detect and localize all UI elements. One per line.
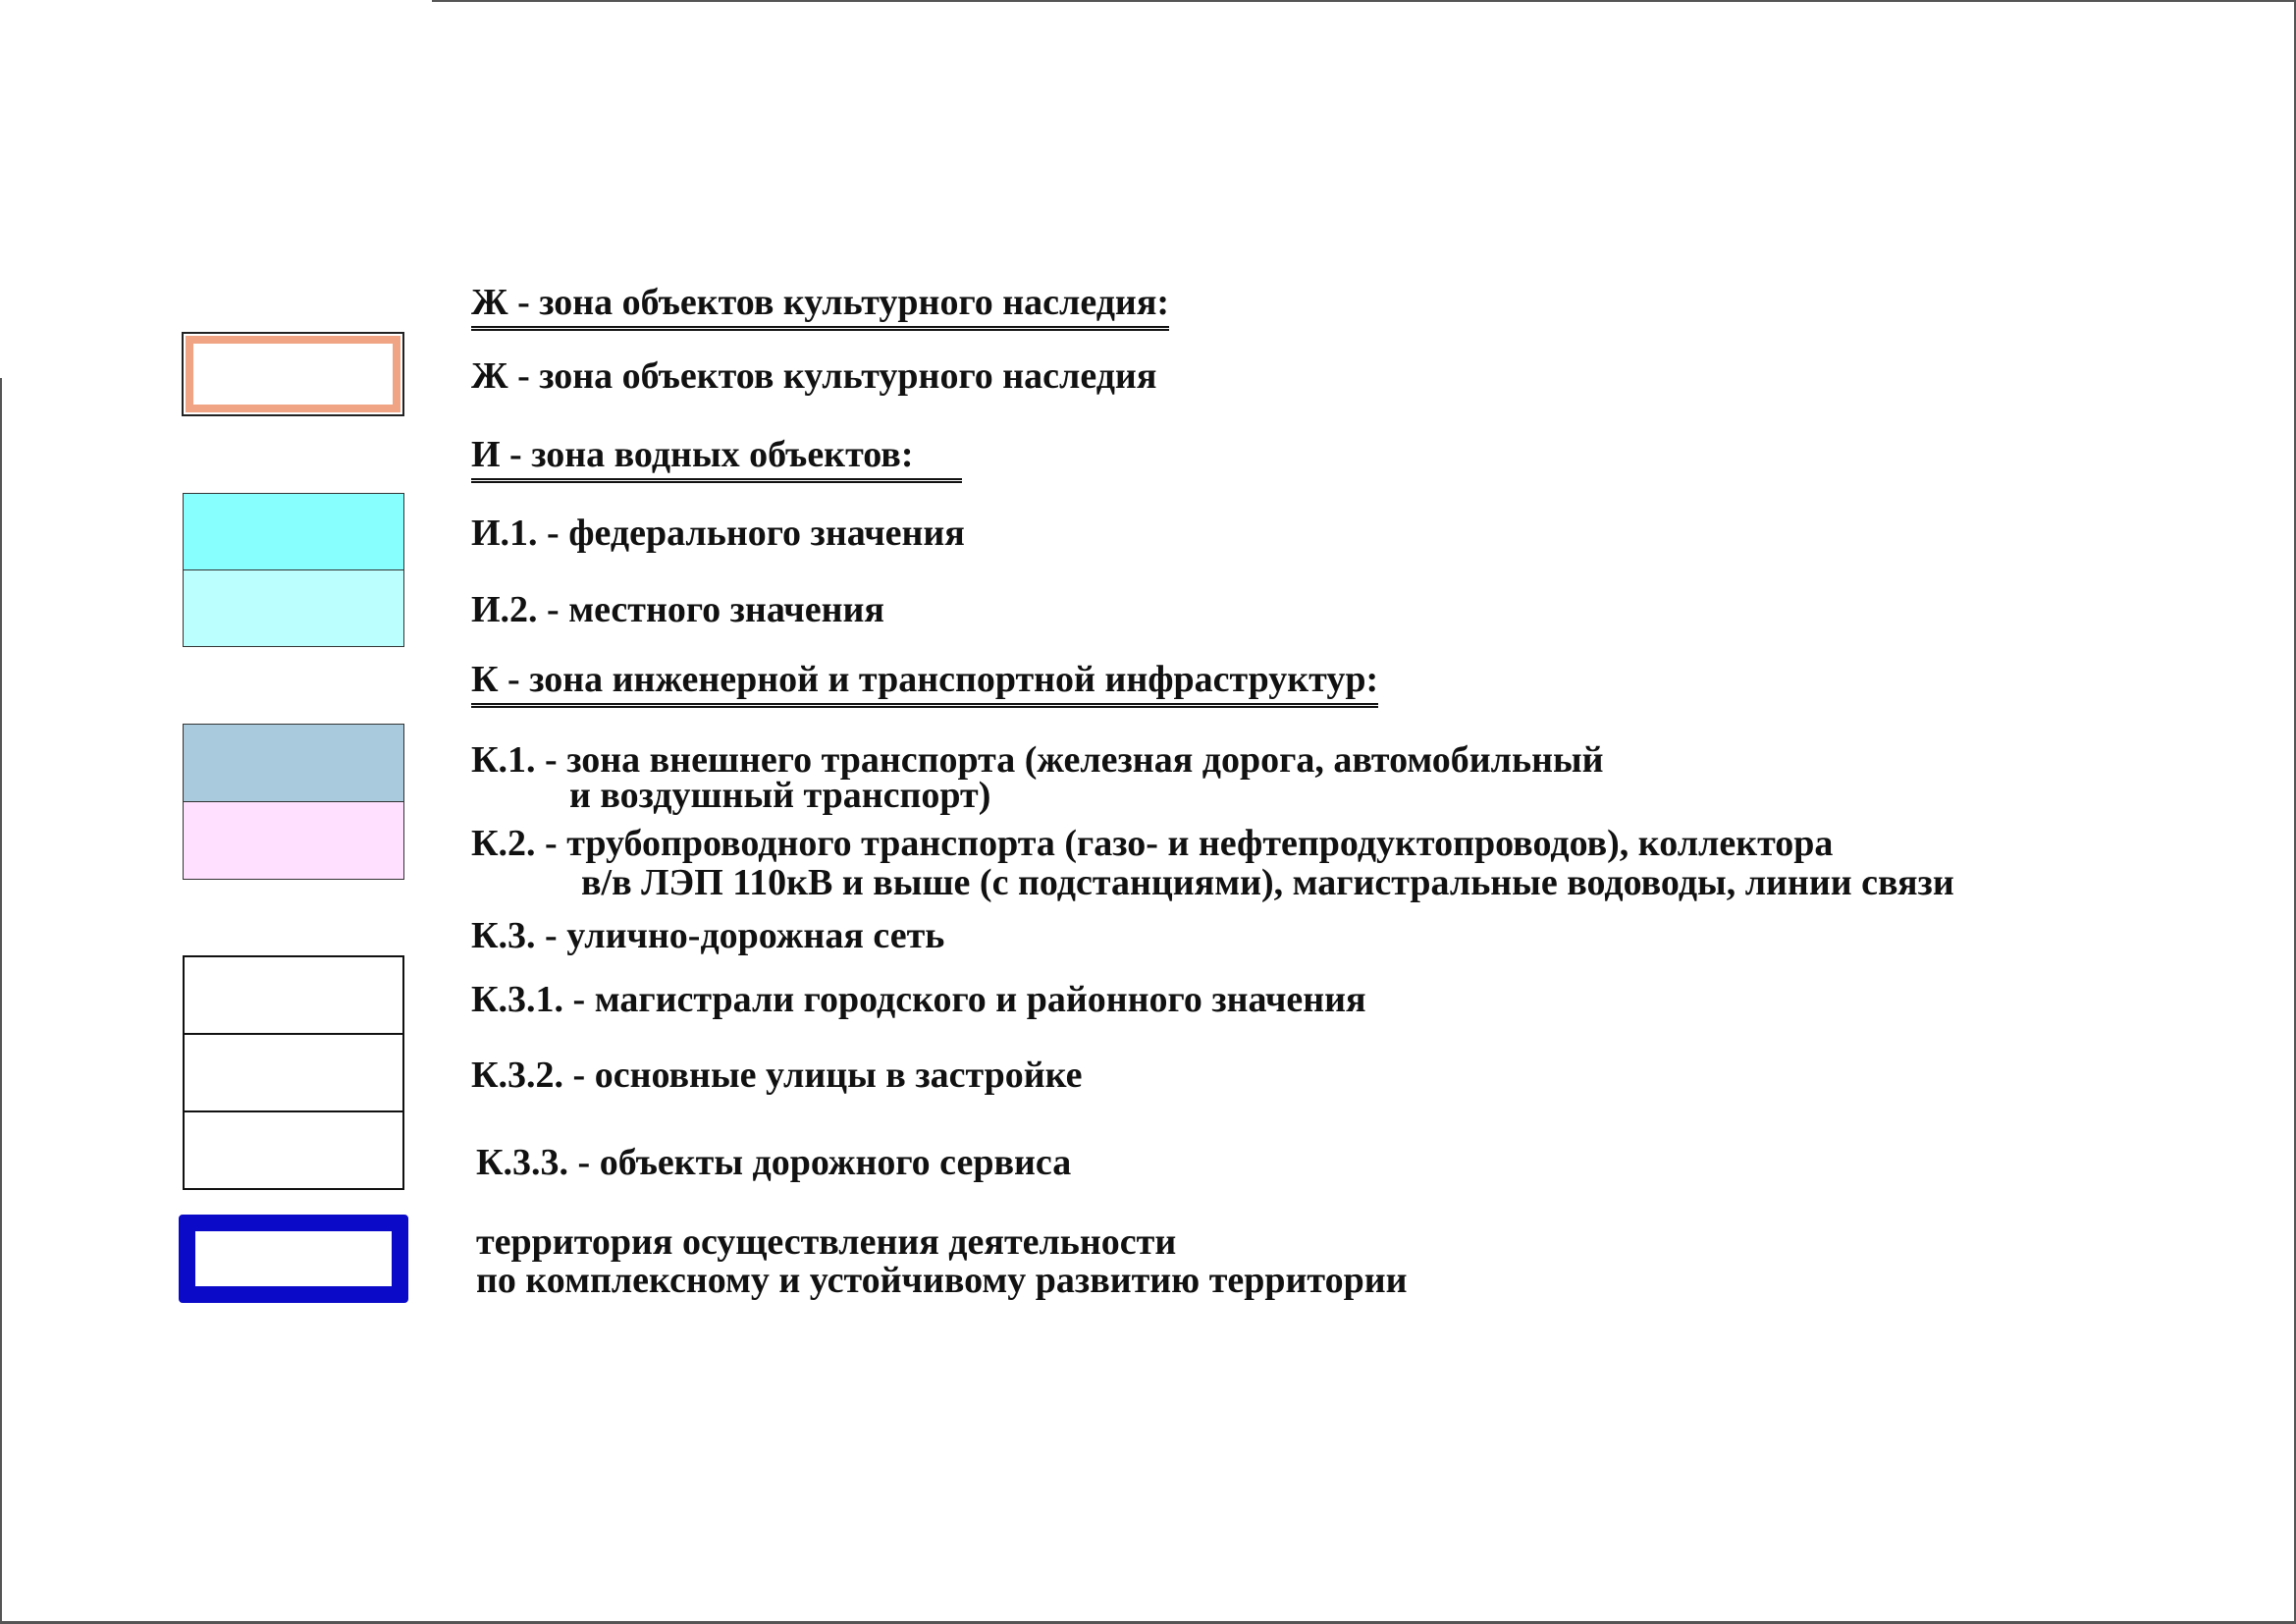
label-k32-main-streets: К.3.2. - основные улицы в застройке (471, 1055, 1083, 1096)
swatch-k2-pipeline-transport (183, 801, 404, 880)
label-k3-street-network: К.3. - улично-дорожная сеть (471, 915, 945, 956)
label-k2-line1: К.2. - трубопроводного транспорта (газо- и нефтепродуктопроводов), коллектора (471, 823, 1834, 864)
swatch-integrated-development-territory (179, 1215, 408, 1303)
swatch-i2-local (183, 569, 404, 647)
label-k33-road-service: К.3.3. - объекты дорожного сервиса (476, 1142, 1072, 1183)
label-k1-line1: К.1. - зона внешнего транспорта (железная дорога, автомобильный (471, 739, 1604, 781)
swatch-k31-main-roads (183, 955, 404, 1035)
label-k2-line2: в/в ЛЭП 110кВ и выше (с подстанциями), магистральные водоводы, линии связи (581, 862, 1954, 903)
page-frame-left (0, 378, 2, 1624)
label-territory-line1: территория осуществления деятельности (476, 1221, 1177, 1263)
label-zh-cultural-heritage: Ж - зона объектов культурного наследия (471, 355, 1157, 397)
page-frame-top (432, 0, 2294, 2)
label-i2-local: И.2. - местного значения (471, 589, 884, 630)
label-territory-line2: по комплексному и устойчивому развитию территории (476, 1260, 1408, 1301)
zone-i-header: И - зона водных объектов: (471, 435, 962, 483)
zone-k-header: К - зона инженерной и транспортной инфраструктур: (471, 660, 1378, 708)
swatch-k1-external-transport (183, 724, 404, 802)
swatch-k32-main-streets (183, 1033, 404, 1112)
swatch-k33-road-service (183, 1110, 404, 1190)
label-k1-line2: и воздушный транспорт) (569, 775, 991, 816)
label-k31-main-roads: К.3.1. - магистрали городского и районного значения (471, 979, 1366, 1020)
swatch-zh-inner (186, 336, 400, 412)
swatch-i1-federal (183, 493, 404, 570)
swatch-zh-cultural-heritage (182, 332, 404, 416)
zone-zh-header: Ж - зона объектов культурного наследия: (471, 283, 1169, 331)
label-i1-federal: И.1. - федерального значения (471, 513, 965, 554)
